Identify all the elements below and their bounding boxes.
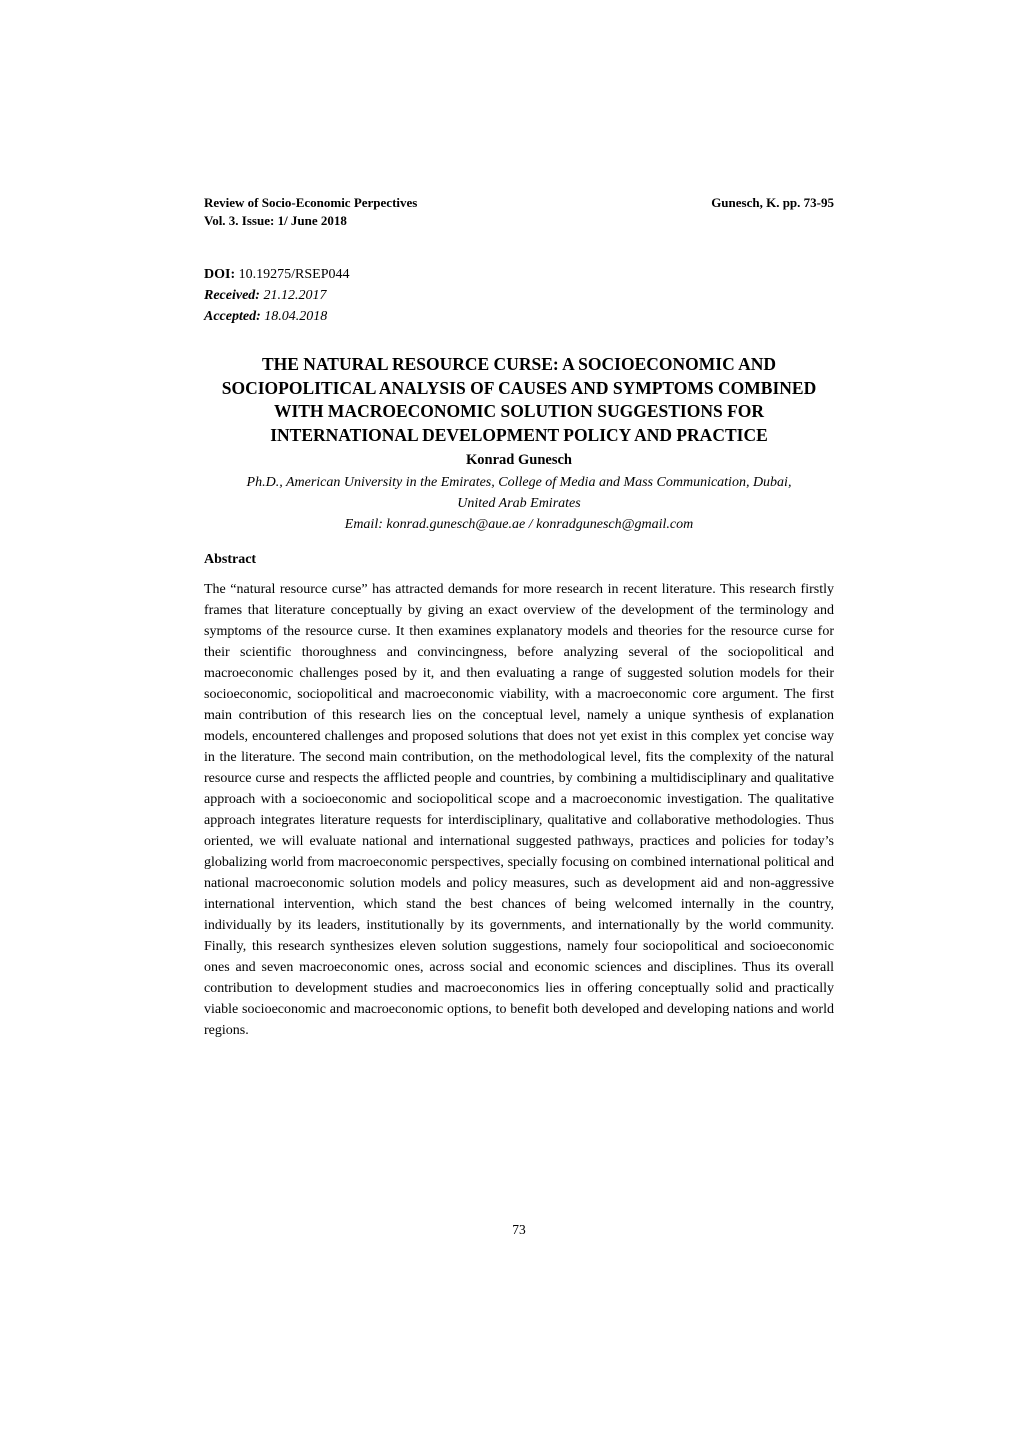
abstract-heading: Abstract <box>204 552 257 567</box>
doi-line <box>204 264 834 285</box>
author-affiliation: Ph.D., American University in the Emirates, College of Media and Mass Communication, Dubai, United Arab Emirates <box>246 475 792 511</box>
journal-header-citation: Gunesch, K. pp. 73-95 <box>711 195 834 210</box>
accepted-line <box>204 306 834 327</box>
received-value: 21.12.2017 <box>263 288 327 303</box>
received-line <box>204 285 834 306</box>
journal-name: Review of Socio-Economic Perpectives <box>204 195 418 210</box>
journal-volume-issue: Vol. 3. Issue: 1/ June 2018 <box>204 213 347 228</box>
doi-value: 10.19275/RSEP044 <box>238 267 350 282</box>
paper-title: THE NATURAL RESOURCE CURSE: A SOCIOECONOMIC AND SOCIOPOLITICAL ANALYSIS OF CAUSES AND SYMPTOMS COMBINED WITH MACROECONOMIC SOLUTION SUGGESTIONS FOR INTERNATIONAL DEVELOPMENT POLICY AND PRACTICE <box>221 354 817 445</box>
received-label: Received: <box>204 288 260 303</box>
accepted-value: 18.04.2018 <box>264 309 328 324</box>
abstract-text: The “natural resource curse” has attracted demands for more research in recent literature. This research firstly frames that literature conceptually by giving an exact overview of the development of the terminology and symptoms of the resource curse. It then examines explanatory models and theories for the resource curse for their scientific thoroughness and convincingness, before analyzing several of the sociopolitical and macroeconomic challenges posed by it, and then evaluating a range of suggested solution models for their socioeconomic, sociopolitical and macroeconomic viability, with a macroeconomic core argument. The first main contribution of this research lies on the conceptual level, namely a unique synthesis of explanation models, encountered challenges and proposed solutions that does not yet exist in this complex yet concise way in the literature. The second main contribution, on the methodological level, fits the complexity of the natural resource curse and respects the afflicted people and countries, by combining a multidisciplinary and qualitative approach with a socioeconomic and sociopolitical scope and a macroeconomic investigation. The qualitative approach integrates literature requests for interdisciplinary, qualitative and collaborative methodologies. Thus oriented, we will evaluate national and international suggested pathways, practices and policies for today’s globalizing world from macroeconomic perspectives, specially focusing on combined international political and national macroeconomic solution models and policy measures, such as development aid and non-aggressive international intervention, which stand the best chances of being welcomed internally in the country, individually by its leaders, institutionally by its governments, and internationally by the world community. Finally, this research synthesizes eleven solution suggestions, namely four sociopolitical and socioeconomic ones and seven macroeconomic ones, across social and economic sciences and disciplines. Thus its overall contribution to development studies and macroeconomics lies in offering conceptually solid and practically viable socioeconomic and macroeconomic options, to benefit both developed and developing nations and world regions. <box>204 582 834 1038</box>
journal-header <box>204 194 834 230</box>
page-content <box>204 0 834 1041</box>
author-name: Konrad Gunesch <box>466 452 572 468</box>
author-email: Email: konrad.gunesch@aue.ae / konradgunesch@gmail.com <box>344 517 694 532</box>
doi-label: DOI: <box>204 267 236 282</box>
article-meta <box>204 264 834 327</box>
accepted-label: Accepted: <box>204 309 261 324</box>
journal-header-left <box>204 194 417 230</box>
page-number: 73 <box>512 1222 526 1237</box>
